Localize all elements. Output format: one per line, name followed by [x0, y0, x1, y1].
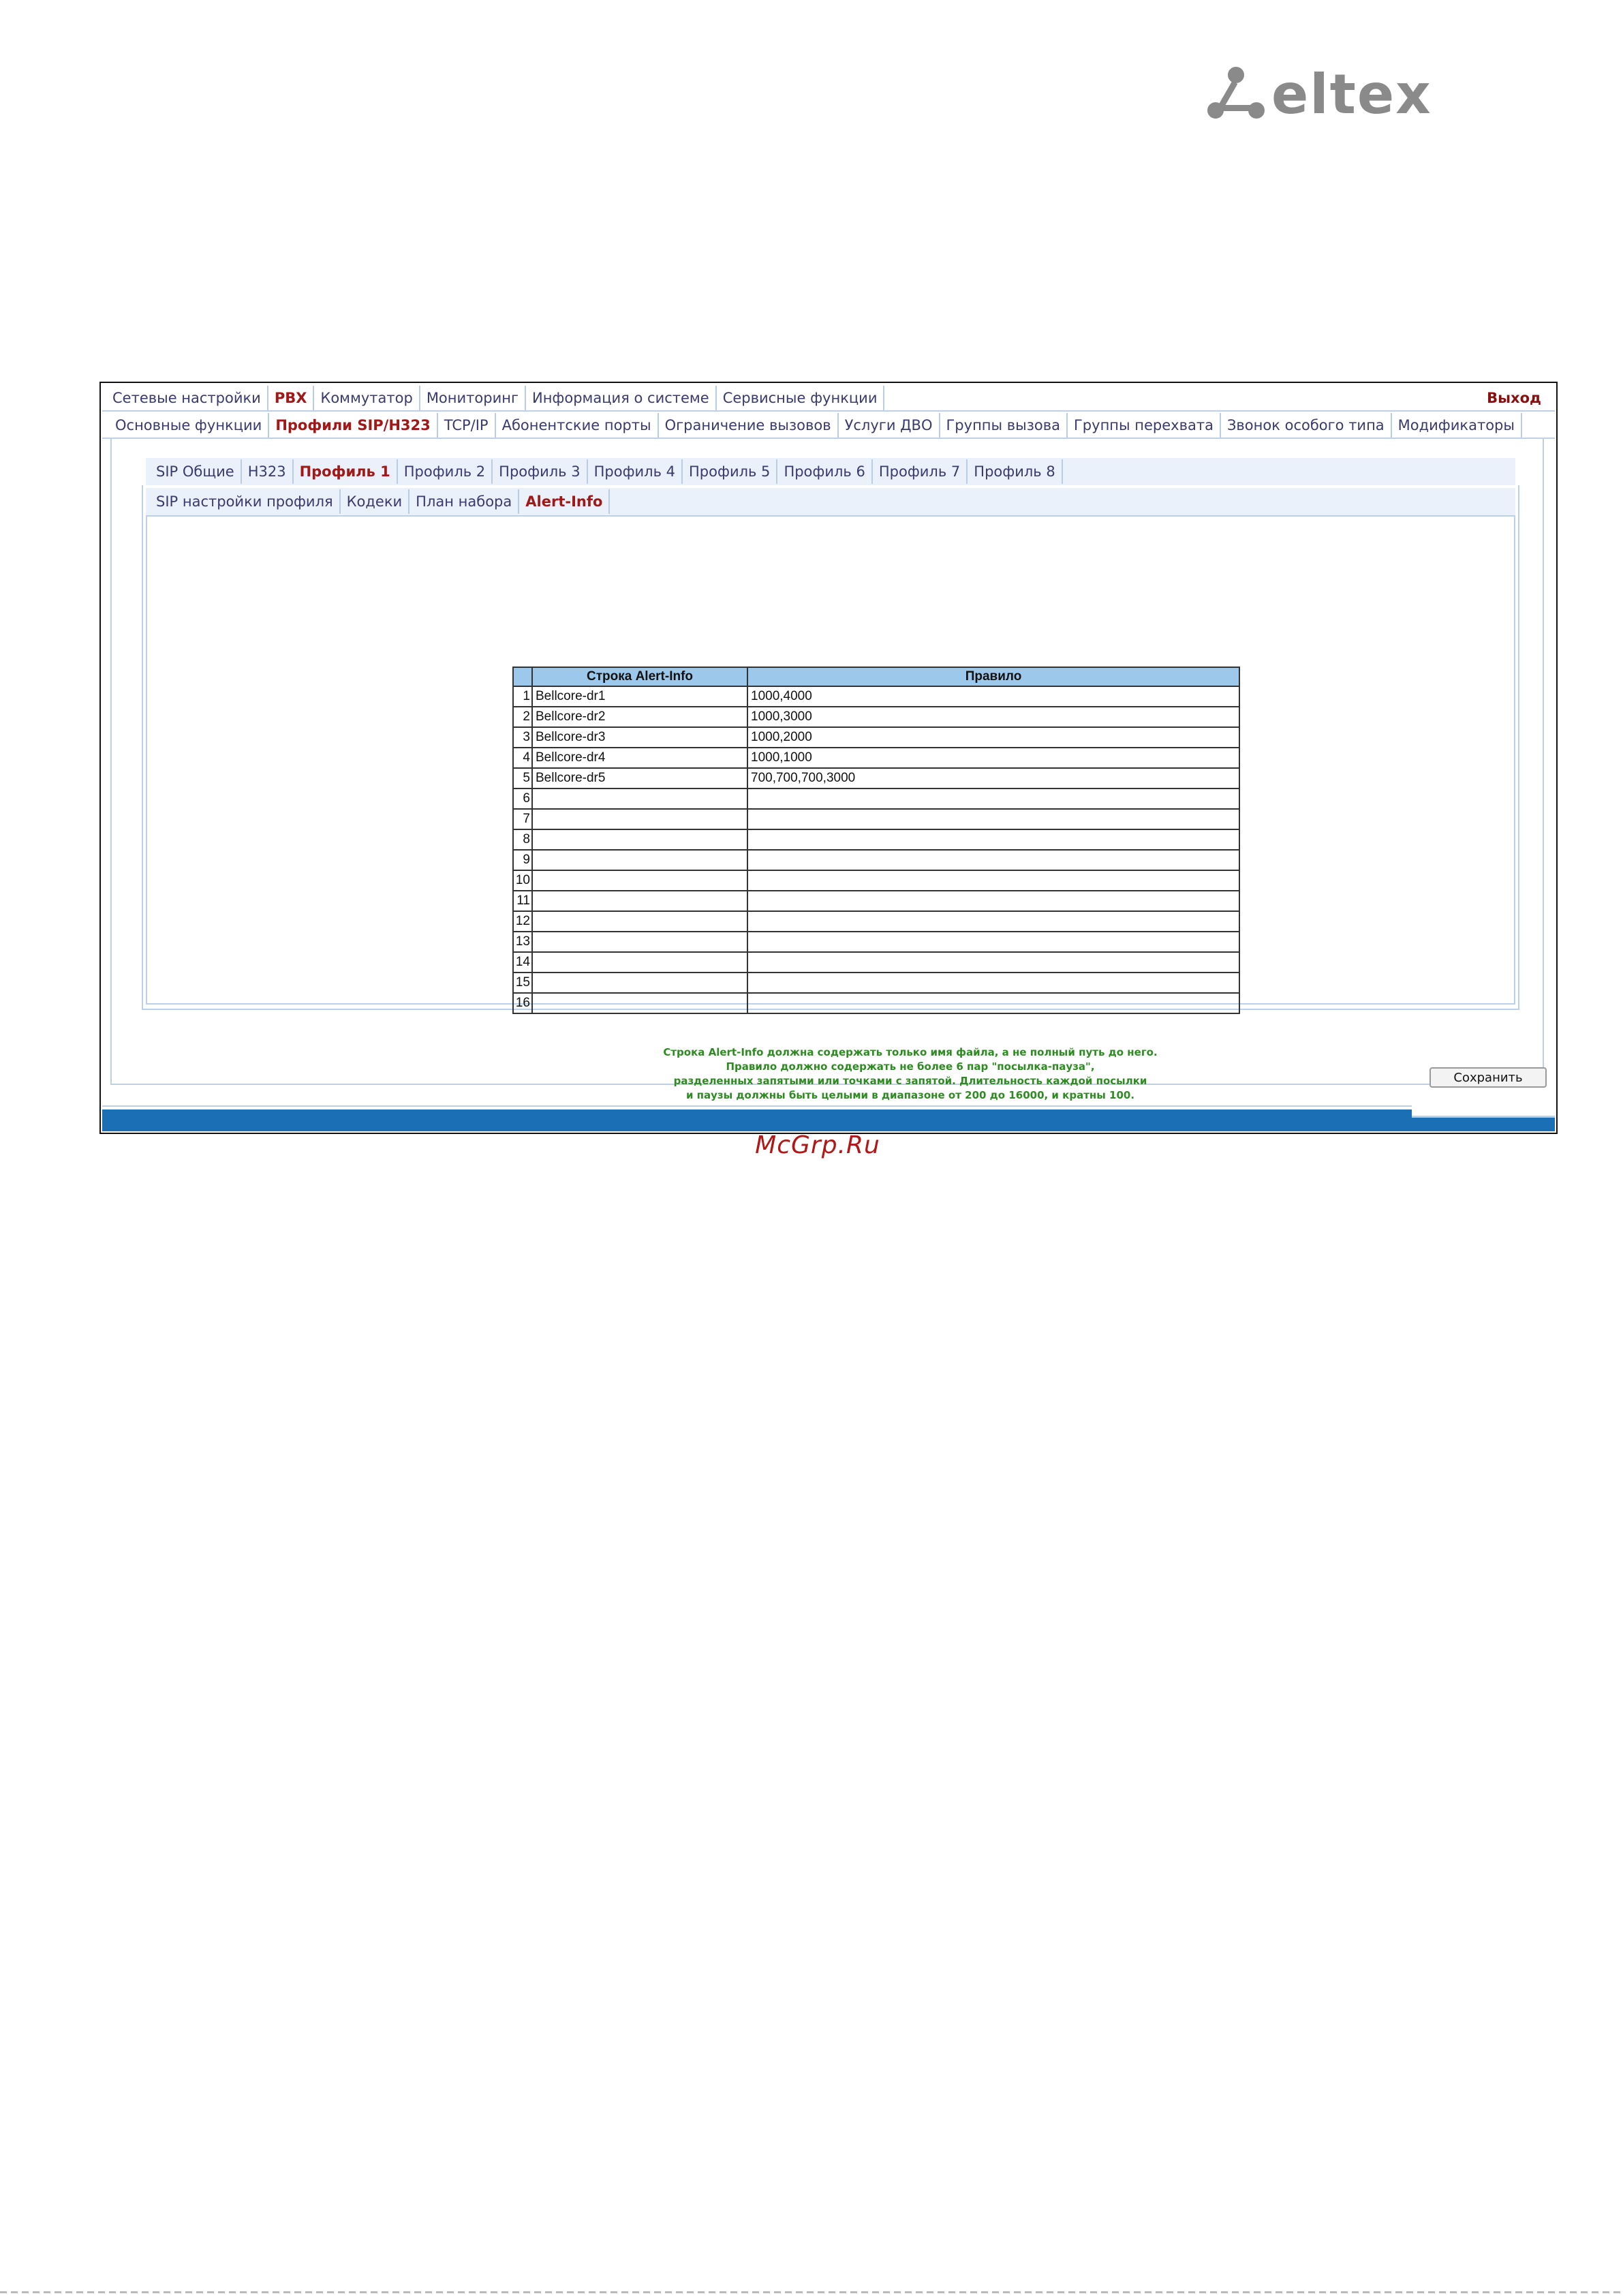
tab-tcp-ip[interactable]: TCP/IP — [438, 413, 496, 438]
note-line: и паузы должны быть целыми в диапазоне от 200 до 16000, и кратны 100. — [685, 1089, 1135, 1101]
table-row — [513, 870, 1239, 891]
tab-dial-plan[interactable]: План набора — [409, 489, 519, 514]
table-row — [513, 891, 1239, 911]
sub-nav — [150, 489, 610, 514]
table-row — [513, 727, 1239, 748]
alert-info-input[interactable] — [532, 973, 747, 993]
note-line: Правило должно содержать не более 6 пар "посылка-пауза", — [726, 1060, 1095, 1073]
row-number: 11 — [513, 891, 532, 911]
eltex-logo — [1203, 63, 1449, 124]
tab-special-ring[interactable]: Звонок особого типа — [1221, 413, 1392, 438]
header-num — [513, 667, 532, 686]
rule-input[interactable] — [747, 993, 1239, 1013]
tab-service-functions[interactable]: Сервисные функции — [717, 386, 885, 410]
table-header-row — [513, 667, 1239, 686]
row-number: 15 — [513, 973, 532, 993]
table-row — [513, 993, 1239, 1013]
row-number: 14 — [513, 952, 532, 973]
alert-info-table — [512, 667, 1240, 1014]
rule-input[interactable] — [747, 870, 1239, 891]
page-bottom-rule — [0, 2291, 1623, 2293]
profile-nav — [150, 459, 1063, 484]
tab-system-info[interactable]: Информация о системе — [526, 386, 717, 410]
tab-codecs[interactable]: Кодеки — [341, 489, 410, 514]
alert-info-input[interactable] — [532, 850, 747, 870]
row-number: 10 — [513, 870, 532, 891]
tab-basic-functions[interactable]: Основные функции — [109, 413, 269, 438]
watermark: McGrp.Ru — [755, 1131, 880, 1159]
rule-input[interactable]: 1000,1000 — [747, 748, 1239, 768]
table-row — [513, 973, 1239, 993]
table-row — [513, 850, 1239, 870]
alert-info-input[interactable] — [532, 809, 747, 829]
rule-input[interactable] — [747, 932, 1239, 952]
tab-profile-2[interactable]: Профиль 2 — [398, 459, 493, 484]
tab-monitoring[interactable]: Мониторинг — [420, 386, 526, 410]
tab-switch[interactable]: Коммутатор — [314, 386, 420, 410]
row-number: 1 — [513, 686, 532, 707]
tab-call-restrictions[interactable]: Ограничение вызовов — [659, 413, 839, 438]
rule-input[interactable] — [747, 829, 1239, 850]
table-body — [513, 686, 1239, 1013]
alert-info-input[interactable] — [532, 911, 747, 932]
tab-profile-4[interactable]: Профиль 4 — [588, 459, 683, 484]
rule-input[interactable] — [747, 891, 1239, 911]
tab-modifiers[interactable]: Модификаторы — [1392, 413, 1522, 438]
alert-info-input[interactable]: Bellcore-dr5 — [532, 768, 747, 789]
alert-info-input[interactable] — [532, 789, 747, 809]
footer-notch — [1412, 1099, 1555, 1118]
table-row — [513, 789, 1239, 809]
alert-info-input[interactable]: Bellcore-dr1 — [532, 686, 747, 707]
help-note — [583, 1045, 1237, 1103]
alert-info-input[interactable]: Bellcore-dr2 — [532, 707, 747, 727]
tab-sip-general[interactable]: SIP Общие — [150, 459, 242, 484]
table-row — [513, 768, 1239, 789]
row-number: 3 — [513, 727, 532, 748]
tab-profile-5[interactable]: Профиль 5 — [683, 459, 777, 484]
row-number: 13 — [513, 932, 532, 952]
pbx-nav — [109, 413, 1522, 438]
row-number: 12 — [513, 911, 532, 932]
table-row — [513, 932, 1239, 952]
tab-profile-7[interactable]: Профиль 7 — [873, 459, 968, 484]
rule-input[interactable] — [747, 809, 1239, 829]
rule-input[interactable] — [747, 850, 1239, 870]
rule-input[interactable]: 700,700,700,3000 — [747, 768, 1239, 789]
footer-bar — [102, 1109, 1555, 1131]
divider — [102, 410, 1555, 412]
row-number: 16 — [513, 993, 532, 1013]
rule-input[interactable]: 1000,3000 — [747, 707, 1239, 727]
tab-call-groups[interactable]: Группы вызова — [940, 413, 1068, 438]
row-number: 9 — [513, 850, 532, 870]
tab-pickup-groups[interactable]: Группы перехвата — [1068, 413, 1221, 438]
table-row — [513, 911, 1239, 932]
header-alert-info: Строка Alert-Info — [532, 667, 747, 686]
tab-sip-profile-settings[interactable]: SIP настройки профиля — [150, 489, 341, 514]
alert-info-input[interactable] — [532, 870, 747, 891]
table-row — [513, 707, 1239, 727]
tab-pbx[interactable]: PBX — [268, 386, 315, 410]
row-number: 4 — [513, 748, 532, 768]
rule-input[interactable] — [747, 911, 1239, 932]
alert-info-input[interactable] — [532, 952, 747, 973]
tab-profile-6[interactable]: Профиль 6 — [777, 459, 872, 484]
rule-input[interactable] — [747, 789, 1239, 809]
row-number: 2 — [513, 707, 532, 727]
alert-info-input[interactable] — [532, 829, 747, 850]
alert-info-input[interactable]: Bellcore-dr3 — [532, 727, 747, 748]
rule-input[interactable]: 1000,4000 — [747, 686, 1239, 707]
tab-profile-3[interactable]: Профиль 3 — [493, 459, 587, 484]
alert-info-input[interactable]: Bellcore-dr4 — [532, 748, 747, 768]
alert-info-input[interactable] — [532, 993, 747, 1013]
row-number: 7 — [513, 809, 532, 829]
rule-input[interactable] — [747, 952, 1239, 973]
table-row — [513, 829, 1239, 850]
tab-profile-1[interactable]: Профиль 1 — [294, 459, 398, 484]
footer-divider — [102, 1105, 1555, 1107]
table-row — [513, 748, 1239, 768]
table-row — [513, 952, 1239, 973]
alert-info-input[interactable] — [532, 932, 747, 952]
row-number: 8 — [513, 829, 532, 850]
save-button[interactable]: Сохранить — [1429, 1067, 1547, 1088]
tab-sip-h323-profiles[interactable]: Профили SIP/H323 — [269, 413, 437, 438]
rule-input[interactable] — [747, 973, 1239, 993]
note-line: Строка Alert-Info должна содержать только имя файла, а не полный путь до него. — [663, 1046, 1158, 1058]
tab-alert-info[interactable]: Alert-Info — [519, 489, 610, 514]
top-nav — [106, 386, 884, 410]
tab-h323[interactable]: H323 — [242, 459, 294, 484]
tab-profile-8[interactable]: Профиль 8 — [968, 459, 1062, 484]
header-rule: Правило — [747, 667, 1239, 686]
table-row — [513, 809, 1239, 829]
alert-info-input[interactable] — [532, 891, 747, 911]
web-ui-screenshot — [99, 382, 1558, 1134]
tab-supplementary-services[interactable]: Услуги ДВО — [839, 413, 940, 438]
svg-text:eltex: eltex — [1271, 63, 1432, 124]
tab-subscriber-ports[interactable]: Абонентские порты — [496, 413, 659, 438]
tab-network-settings[interactable]: Сетевые настройки — [106, 386, 268, 410]
rule-input[interactable]: 1000,2000 — [747, 727, 1239, 748]
note-line: разделенных запятыми или точками с запятой. Длительность каждой посылки — [673, 1075, 1147, 1087]
logout-link[interactable]: Выход — [1487, 390, 1541, 406]
row-number: 6 — [513, 789, 532, 809]
row-number: 5 — [513, 768, 532, 789]
table-row — [513, 686, 1239, 707]
